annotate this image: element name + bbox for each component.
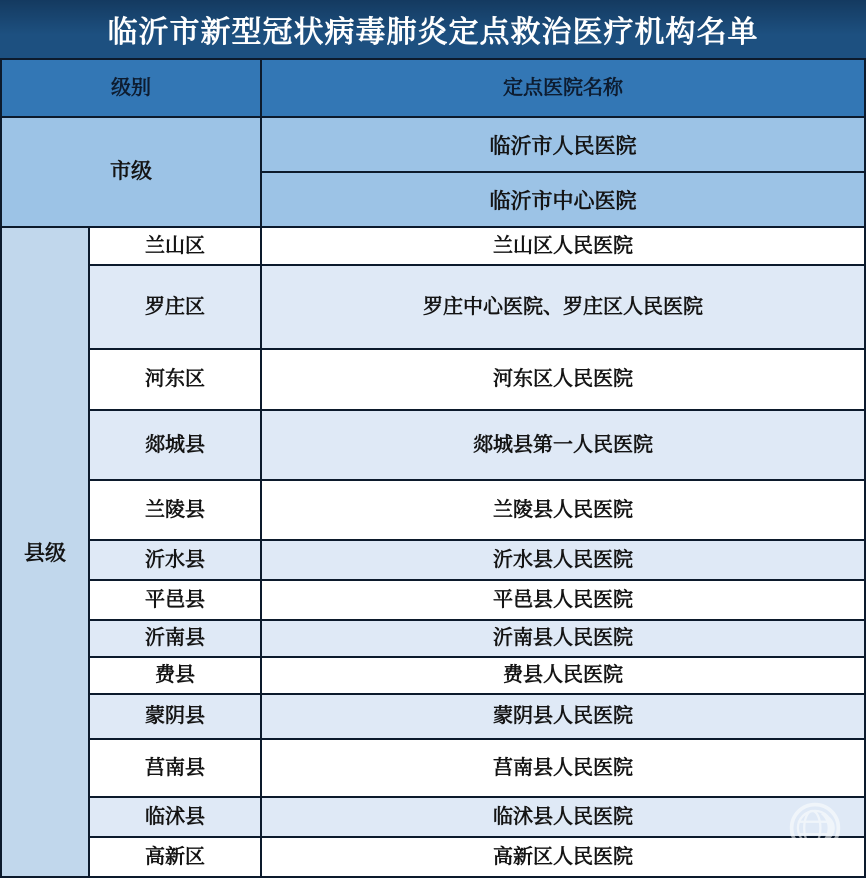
- district-name: 高新区: [90, 838, 262, 876]
- hospital-name: 平邑县人民医院: [493, 588, 633, 611]
- district-name: 沂水县: [90, 541, 262, 579]
- column-header-hospital: 定点医院名称: [503, 76, 623, 99]
- hospital-name: 临沭县人民医院: [493, 805, 633, 828]
- district-name: 兰陵县: [90, 481, 262, 539]
- county-row: [90, 740, 864, 798]
- county-row: [90, 411, 864, 481]
- hospital-name: 沂南县人民医院: [493, 627, 633, 649]
- county-level-section: [2, 228, 864, 876]
- district-name: 临沭县: [90, 798, 262, 836]
- district-name: 平邑县: [90, 581, 262, 619]
- hospital-name: 蒙阴县人民医院: [493, 705, 633, 727]
- hospital-name: 兰陵县人民医院: [493, 498, 633, 521]
- county-level-label: 县级: [2, 228, 90, 876]
- district-name: 罗庄区: [90, 266, 262, 348]
- city-level-section: [2, 118, 864, 228]
- county-row: [90, 581, 864, 621]
- city-hospital-row: 临沂市中心医院: [262, 171, 864, 226]
- county-row: [90, 541, 864, 581]
- hospital-name: 高新区人民医院: [493, 845, 633, 868]
- district-name: 郯城县: [90, 411, 262, 479]
- page-title: 临沂市新型冠状病毒肺炎定点救治医疗机构名单: [0, 0, 866, 58]
- county-row: [90, 621, 864, 658]
- county-row: [90, 481, 864, 541]
- district-name: 河东区: [90, 350, 262, 409]
- district-name: 兰山区: [90, 228, 262, 264]
- district-name: 莒南县: [90, 740, 262, 796]
- hospital-name: 沂水县人民医院: [493, 548, 633, 571]
- county-row: [90, 838, 864, 876]
- county-row: [90, 350, 864, 411]
- hospital-name: 兰山区人民医院: [493, 234, 633, 257]
- county-row: [90, 658, 864, 695]
- column-header-level: 级别: [2, 60, 262, 116]
- hospital-name: 河东区人民医院: [493, 368, 633, 390]
- district-name: 沂南县: [90, 621, 262, 656]
- city-hospital-row: 临沂市人民医院: [489, 134, 637, 158]
- hospital-table: [0, 58, 866, 878]
- county-hospital-rows: [90, 228, 864, 876]
- county-row: [90, 266, 864, 350]
- county-row: [90, 695, 864, 740]
- hospital-name: 罗庄中心医院、罗庄区人民医院: [423, 295, 703, 318]
- county-row: [90, 798, 864, 838]
- county-row: [90, 228, 864, 266]
- table-header-row: [2, 58, 864, 118]
- district-name: 费县: [90, 658, 262, 693]
- district-name: 蒙阴县: [90, 695, 262, 738]
- city-level-label: 市级: [2, 118, 262, 226]
- hospital-name: 莒南县人民医院: [493, 756, 633, 779]
- hospital-name: 郯城县第一人民医院: [473, 433, 653, 456]
- city-hospital-rows: [262, 118, 864, 226]
- hospital-name: 费县人民医院: [503, 664, 623, 686]
